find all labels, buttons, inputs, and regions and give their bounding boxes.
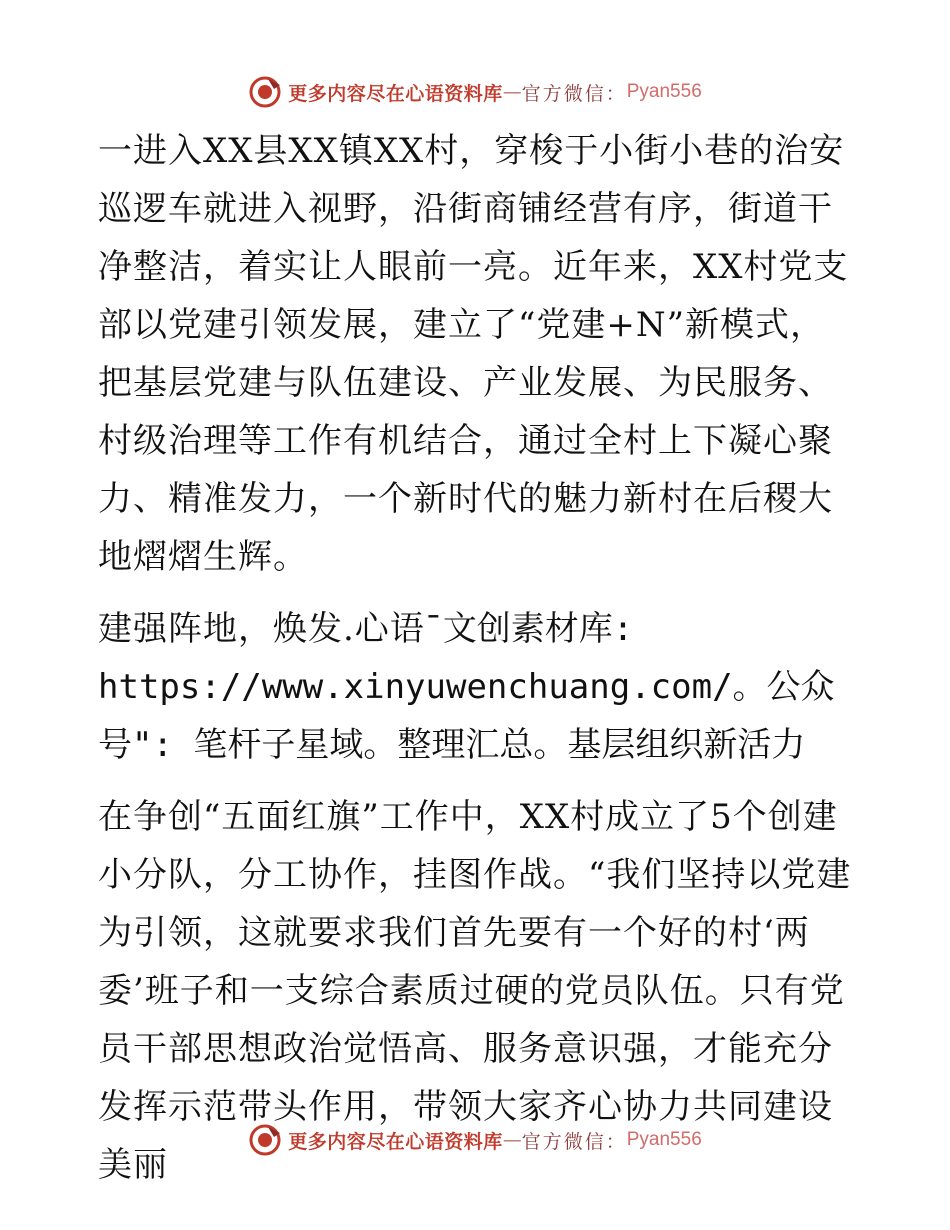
banner-separator: — xyxy=(502,1129,522,1151)
header-banner xyxy=(0,72,950,112)
brand-logo-icon xyxy=(248,1123,282,1157)
banner-wechat-label: 官方微信： xyxy=(521,1130,627,1153)
heading-url-text: 文创素材库: https://www.xinyuwenchuang.com/。公众号": 笔杆子星域。整理汇总。基层组织新活力 xyxy=(98,609,835,765)
banner-main-text: 更多内容尽在心语资料库 xyxy=(288,82,503,105)
banner-wechat-id: Pyan556 xyxy=(626,1129,702,1150)
banner-main-text: 更多内容尽在心语资料库 xyxy=(288,1130,503,1153)
paragraph-intro: 一进入XX县XX镇XX村，穿梭于小街小巷的治安巡逻车就进入视野，沿街商铺经营有序，街道干净整洁，着实让人眼前一亮。近年来，XX村党支部以党建引领发展，建立了“党建+N”新模式，把基层党建与队伍建设、产业发展、为民服务、村级治理等工作有机结合，通过全村上下凝心聚力、精准发力，一个新时代的魅力新村在后稷大地熠熠生辉。 xyxy=(98,131,849,577)
banner-separator: — xyxy=(502,81,522,103)
banner-wechat-id: Pyan556 xyxy=(626,81,702,102)
macron-mark: ¯ xyxy=(424,609,443,649)
document-body xyxy=(98,122,858,1194)
heading-text: 建强阵地，焕发.心语 xyxy=(98,609,425,649)
footer-banner xyxy=(0,1120,950,1160)
paragraph-body: 在争创“五面红旗”工作中，XX村成立了5个创建小分队，分工协作，挂图作战。“我们坚持以党建为引领，这就要求我们首先要有一个好的村‘两委’班子和一支综合素质过硬的党员队伍。只有党员干部思想政治觉悟高、服务意识强，才能充分发挥示范带头作用，带领大家齐心协力共同建设美丽 xyxy=(98,797,852,1185)
brand-logo-icon xyxy=(248,75,282,109)
paragraph-heading xyxy=(98,600,858,774)
banner-wechat-label: 官方微信： xyxy=(521,82,627,105)
